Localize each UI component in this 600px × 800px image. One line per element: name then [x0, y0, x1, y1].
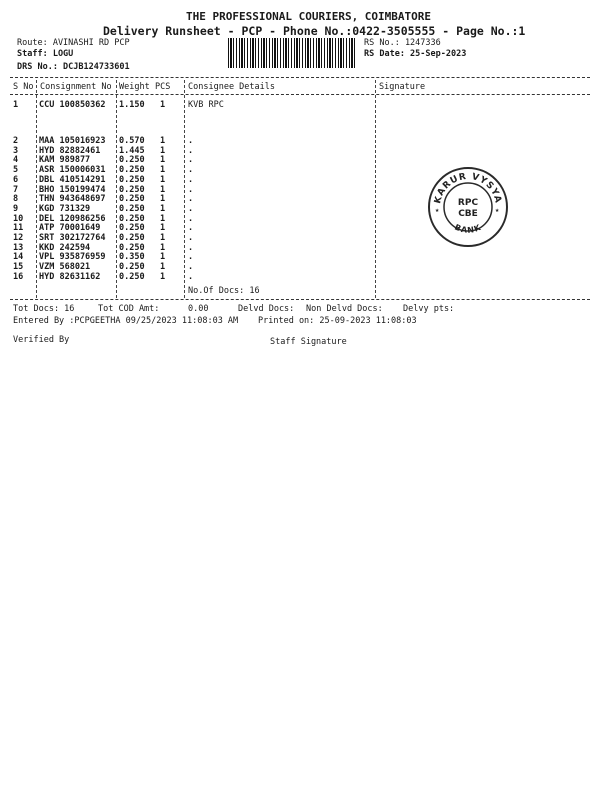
- row-consignee: .: [188, 271, 194, 282]
- row-sno: 14: [13, 252, 24, 263]
- row-weight: 0.250: [119, 233, 145, 243]
- row-sno: 8: [13, 194, 19, 205]
- staff-label: Staff: LOGU: [17, 49, 74, 59]
- row-pcs: 1: [160, 262, 166, 273]
- tot-docs: Tot Docs: 16: [13, 304, 75, 314]
- row-sno: 3: [13, 145, 19, 156]
- barcode: [228, 38, 356, 68]
- row-consignee: .: [188, 155, 194, 166]
- row-consignee: .: [188, 174, 194, 185]
- delvd-docs: Delvd Docs:: [238, 304, 295, 314]
- row-weight: 0.250: [119, 262, 145, 273]
- row-consignee: .: [188, 213, 194, 224]
- row-sno: 2: [13, 136, 19, 146]
- row-pcs: 1: [160, 271, 166, 282]
- rs-date: RS Date: 25-Sep-2023: [364, 49, 467, 59]
- col-header-signature: Signature: [379, 82, 426, 92]
- col-header-sno: S No: [13, 82, 34, 92]
- stamp-center-bottom: CBE: [458, 209, 478, 219]
- row-consignee: .: [188, 194, 194, 205]
- stamp-star-right: ★: [495, 206, 500, 214]
- col-separator: [375, 80, 376, 298]
- row-sno: 9: [13, 203, 19, 214]
- row-weight: 0.350: [119, 252, 145, 263]
- row-weight: 0.250: [119, 223, 145, 234]
- row-consignee: .: [188, 165, 194, 176]
- row-weight: 0.570: [119, 136, 145, 146]
- row-consignment: KKD 242594: [39, 242, 91, 253]
- row-sno: 15: [13, 262, 24, 273]
- col-header-consignee: Consignee Details: [188, 82, 275, 92]
- col-header-pcs: PCS: [155, 82, 171, 92]
- stamp-top-text: KARUR VYSYA: [433, 171, 503, 205]
- row-weight: 1.445: [119, 145, 145, 156]
- row-pcs: 1: [160, 174, 166, 185]
- row-sno: 10: [13, 213, 24, 224]
- col-separator: [116, 80, 117, 298]
- row-weight: 0.250: [119, 203, 145, 214]
- drs-number: DRS No.: DCJB124733601: [17, 62, 130, 72]
- row-pcs: 1: [160, 194, 166, 205]
- row-weight: 0.250: [119, 271, 145, 282]
- table-rule-bottom: [10, 299, 590, 300]
- row-weight: 0.250: [119, 242, 145, 253]
- row-consignment: VPL 935876959: [39, 252, 106, 263]
- row-pcs: 1: [160, 223, 166, 234]
- row-consignment: THN 943648697: [39, 194, 106, 205]
- row-pcs: 1: [160, 155, 166, 166]
- row-consignment: HYD 82882461: [39, 145, 101, 156]
- tot-cod-label: Tot COD Amt:: [98, 304, 160, 314]
- row-pcs: 1: [160, 165, 166, 176]
- row-weight: 0.250: [119, 184, 145, 195]
- company-title: THE PROFESSIONAL COURIERS, COIMBATORE: [186, 10, 432, 23]
- row-sno: 12: [13, 233, 24, 243]
- row-consignment: ASR 150006031: [39, 165, 106, 176]
- row-sno: 13: [13, 242, 24, 253]
- row-sno: 4: [13, 155, 19, 166]
- runsheet-subtitle: Delivery Runsheet - PCP - Phone No.:0422-3505555 - Page No.:1: [103, 24, 526, 38]
- svg-text:BANK: [453, 223, 483, 235]
- row-consignee: .: [188, 223, 194, 234]
- rs-number: RS No.: 1247336: [364, 38, 441, 48]
- row-pcs: 1: [160, 145, 166, 156]
- printed-on: Printed on: 25-09-2023 11:08:03: [258, 316, 417, 326]
- row-pcs: 1: [160, 213, 166, 224]
- row-consignee: .: [188, 252, 194, 263]
- delvy-pts: Delvy pts:: [403, 304, 455, 314]
- row1-weight: 1.150: [119, 100, 145, 110]
- non-delvd-docs: Non Delvd Docs:: [306, 304, 383, 314]
- row-pcs: 1: [160, 203, 166, 214]
- col-separator: [36, 80, 37, 298]
- row-consignee: .: [188, 203, 194, 214]
- bank-stamp: [427, 166, 509, 248]
- row-pcs: 1: [160, 184, 166, 195]
- row1-consignment: CCU 100850362: [39, 100, 106, 110]
- no-of-docs: No.Of Docs: 16: [188, 286, 260, 296]
- row-consignee: .: [188, 184, 194, 195]
- row-pcs: 1: [160, 136, 166, 146]
- row-consignment: KGD 731329: [39, 203, 91, 214]
- row-consignment: BHO 150199474: [39, 184, 106, 195]
- row-weight: 0.250: [119, 213, 145, 224]
- entered-by: Entered By :PCPGEETHA 09/25/2023 11:08:03 AM: [13, 316, 239, 326]
- row-weight: 0.250: [119, 165, 145, 176]
- stamp-bottom-text: BANK: [453, 222, 483, 235]
- row-pcs: 1: [160, 233, 166, 243]
- row-pcs: 1: [160, 242, 166, 253]
- row-consignment: KAM 989877: [39, 155, 91, 166]
- row-sno: 16: [13, 271, 24, 282]
- row1-sno: 1: [13, 100, 19, 110]
- row-consignee: .: [188, 233, 194, 243]
- row-consignee: .: [188, 136, 194, 146]
- col-header-weight: Weight: [119, 82, 150, 92]
- row1-consignee: KVB RPC: [188, 100, 224, 110]
- tot-cod-value: 0.00: [188, 304, 209, 314]
- row1-pcs: 1: [160, 100, 166, 110]
- row-consignee: .: [188, 242, 194, 253]
- row-sno: 7: [13, 184, 19, 195]
- row-consignment: DEL 120986256: [39, 213, 106, 224]
- row-weight: 0.250: [119, 194, 145, 205]
- row-consignment: ATP 70001649: [39, 223, 101, 234]
- row-consignment: DBL 410514291: [39, 174, 106, 185]
- verified-by: Verified By: [13, 335, 70, 345]
- row-consignment: SRT 302172764: [39, 233, 106, 243]
- row-consignment: HYD 82631162: [39, 271, 101, 282]
- row-sno: 5: [13, 165, 19, 176]
- row-consignment: VZM 568021: [39, 262, 91, 273]
- row-weight: 0.250: [119, 174, 145, 185]
- row-sno: 6: [13, 174, 19, 185]
- route-label: Route: AVINASHI RD PCP: [17, 38, 130, 48]
- stamp-center-top: RPC: [457, 198, 479, 208]
- col-separator: [184, 80, 185, 298]
- col-header-consignment: Consignment No: [40, 82, 112, 92]
- row-consignee: .: [188, 145, 194, 156]
- row-consignee: .: [188, 262, 194, 273]
- header-rule-top: [10, 77, 590, 78]
- stamp-star-left: ★: [435, 206, 440, 214]
- header-rule-bottom: [10, 94, 590, 95]
- staff-signature: Staff Signature: [270, 337, 347, 347]
- row-consignment: MAA 105016923: [39, 136, 106, 146]
- row-sno: 11: [13, 223, 24, 234]
- row-weight: 0.250: [119, 155, 145, 166]
- row-pcs: 1: [160, 252, 166, 263]
